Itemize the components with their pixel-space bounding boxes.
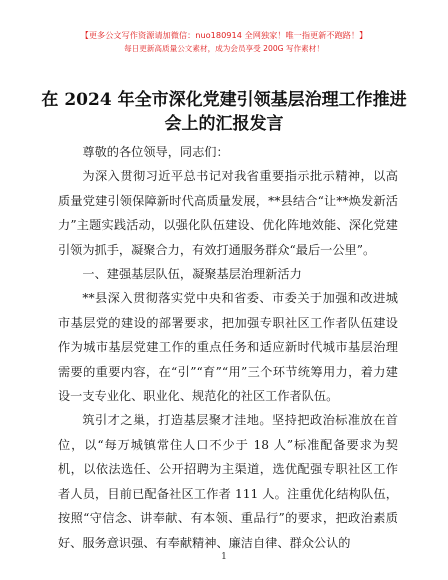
promo-banner — [0, 28, 448, 56]
paragraph-intro: 为深入贯彻习近平总书记对我省重要指示批示精神，以高质量党建引领保障新时代高质量发展，**县结合“让**焕发新活力”主题实践活动，以强化队伍建设、优化阵地效能、深化党建引领为抓手，凝聚合力，有效打通服务群众“最后一公里”。 — [58, 169, 398, 257]
page-number: 1 — [221, 552, 227, 562]
promo-banner-line1: 【更多公文写作资源请加微信：nuo180914 全网独家！唯一指更新不跑路！】 — [80, 30, 368, 40]
paragraph-body: 筑引才之巢，打造基层聚才洼地。坚持把政治标准放在首位，以“每万城镇常住人口不少于 18 人”标准配备要求为契机，以依法选任、公开招聘为主渠道，选优配强专职社区工作者人员，目前已配备社区工作者 111 人。注重优化结构队伍，按照“守信念、讲奉献、有本领、重品行”的要求，把政治素质好、服务意识强、有奉献精神、廉洁自律、群众公认的 — [58, 413, 398, 550]
greeting: 尊敬的各位领导，同志们： — [82, 145, 229, 159]
document-body — [58, 140, 398, 555]
promo-banner-line2: 每日更新高质量公文素材，成为会员享受 200G 写作素材！ — [124, 44, 324, 53]
section-heading: 一、建强基层队伍，凝聚基层治理新活力 — [82, 267, 302, 282]
paragraph-body: **县深入贯彻落实党中央和省委、市委关于加强和改进城市基层党的建设的部署要求，把加强专职社区工作者队伍建设作为城市基层党建工作的重点任务和适应新时代城市基层治理需要的重要内容，在“引”“育”“用”三个环节统筹用力，着力建设一支专业化、职业化、规范化的社区工作者队伍。 — [58, 291, 398, 404]
document-title: 在 2024 年全市深化党建引领基层治理工作推进会上的汇报发言 — [41, 90, 407, 134]
